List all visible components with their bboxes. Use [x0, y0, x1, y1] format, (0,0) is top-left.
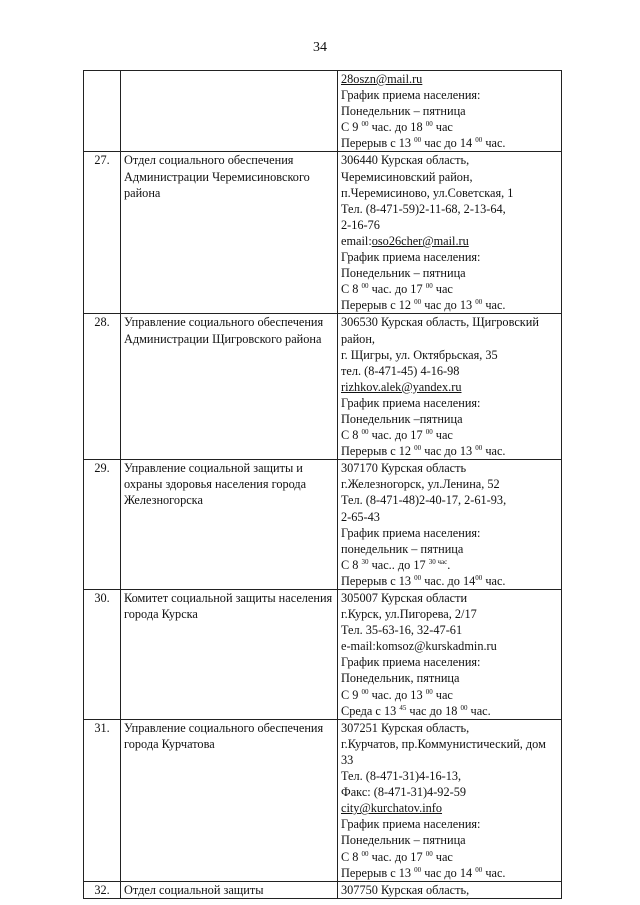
info-line — [341, 217, 558, 233]
contact-info — [338, 152, 562, 314]
info-line — [341, 281, 558, 297]
info-text: час. до 14 — [421, 573, 476, 588]
info-line — [341, 347, 558, 363]
info-text: С 9 — [341, 120, 362, 135]
info-text: час до 14 — [421, 136, 476, 151]
info-line — [341, 379, 558, 395]
info-text: Факс: (8-471-31)4-92-59 — [341, 785, 466, 800]
time-superscript: 00 — [475, 444, 483, 453]
info-line — [341, 784, 558, 800]
info-line — [341, 557, 558, 573]
info-line — [341, 443, 558, 459]
table-row — [84, 460, 562, 590]
organization-name: Управление социальной защиты и охраны здоровья населения города Железногорска — [121, 460, 338, 590]
info-text: Перерыв с 13 — [341, 136, 415, 151]
time-superscript: 00 — [475, 865, 483, 874]
info-text: Понедельник –пятница — [341, 411, 463, 426]
table-row — [84, 590, 562, 720]
time-superscript: 00 — [414, 865, 422, 874]
info-text: час. до 18 — [368, 120, 426, 135]
info-text: час — [432, 120, 453, 135]
info-text: e-mail:komsoz@kurskadmin.ru — [341, 639, 497, 654]
info-text: 307251 Курская область, — [341, 720, 470, 735]
info-text: График приема населения: — [341, 88, 481, 103]
time-superscript: 00 — [460, 703, 468, 712]
info-text: час. — [482, 136, 506, 151]
info-text: Среда с 13 — [341, 703, 400, 718]
time-superscript: 00 — [361, 849, 369, 858]
info-line — [341, 363, 558, 379]
info-line — [341, 720, 558, 736]
info-text: час — [432, 428, 453, 443]
email-link[interactable]: 28oszn@mail.ru — [341, 72, 423, 86]
info-line — [341, 606, 558, 622]
info-text: час до 13 — [421, 444, 476, 459]
info-line — [341, 703, 558, 719]
time-superscript: 00 — [414, 573, 422, 582]
info-text: тел. (8-471-45) 4-16-98 — [341, 363, 460, 378]
info-text: час — [432, 849, 453, 864]
info-line — [341, 525, 558, 541]
time-superscript: 30 — [361, 557, 369, 566]
table-row — [84, 152, 562, 314]
info-text: г.Железногорск, ул.Ленина, 52 — [341, 477, 500, 492]
info-line — [341, 265, 558, 281]
info-line — [341, 541, 558, 557]
info-line — [341, 654, 558, 670]
info-text: Понедельник – пятница — [341, 833, 466, 848]
info-text: г.Курчатов, пр.Коммунистический, дом — [341, 736, 546, 751]
info-line — [341, 233, 558, 249]
info-line — [341, 638, 558, 654]
info-line — [341, 670, 558, 686]
info-text: 2-65-43 — [341, 509, 380, 524]
email-link[interactable]: oso26cher@mail.ru — [371, 233, 469, 248]
time-superscript: 00 — [425, 282, 433, 291]
info-text: г. Щигры, ул. Октябрьская, 35 — [341, 347, 498, 362]
time-superscript: 00 — [425, 687, 433, 696]
contact-info — [338, 881, 562, 898]
time-superscript: 00 — [361, 120, 369, 129]
info-line — [341, 314, 558, 330]
info-text: 306440 Курская область, — [341, 153, 470, 168]
info-line — [341, 509, 558, 525]
time-superscript: 30 час — [428, 557, 448, 566]
info-line — [341, 395, 558, 411]
info-text: График приема населения: — [341, 395, 481, 410]
info-text: район, — [341, 331, 375, 346]
row-number: 29. — [84, 460, 121, 590]
info-text: Перерыв с 12 — [341, 444, 415, 459]
time-superscript: 45 — [399, 703, 407, 712]
info-text: С 8 — [341, 557, 362, 572]
info-text: час. до 17 — [368, 282, 426, 297]
info-line — [341, 573, 558, 589]
info-text: 33 — [341, 752, 354, 767]
time-superscript: 00 — [414, 444, 422, 453]
info-line — [341, 119, 558, 135]
row-number: 27. — [84, 152, 121, 314]
info-line — [341, 590, 558, 606]
table-row — [84, 71, 562, 152]
row-number — [84, 71, 121, 152]
organization-name: Комитет социальной защиты населения города Курска — [121, 590, 338, 720]
organization-name: Отдел социальной защиты — [121, 881, 338, 898]
info-text: час. до 13 — [368, 687, 426, 702]
info-text: час — [432, 282, 453, 297]
info-line — [341, 687, 558, 703]
row-number: 32. — [84, 881, 121, 898]
time-superscript: 00 — [414, 136, 422, 145]
time-superscript: 00 — [361, 282, 369, 291]
info-text: Понедельник – пятница — [341, 266, 466, 281]
contact-info — [338, 590, 562, 720]
info-text: час. — [482, 298, 506, 313]
info-line — [341, 427, 558, 443]
info-text: п.Черемисиново, ул.Советская, 1 — [341, 185, 514, 200]
info-line — [341, 832, 558, 848]
info-text: Понедельник – пятница — [341, 104, 466, 119]
info-text: час.. до 17 — [368, 557, 429, 572]
contact-info — [338, 314, 562, 460]
email-link[interactable]: rizhkov.alek@yandex.ru — [341, 379, 462, 394]
info-line — [341, 249, 558, 265]
email-link[interactable]: city@kurchatov.info — [341, 801, 443, 816]
info-text: С 8 — [341, 282, 362, 297]
info-line — [341, 169, 558, 185]
info-line — [341, 622, 558, 638]
info-line — [341, 71, 558, 87]
info-text: 306530 Курская область, Щигровский — [341, 315, 539, 330]
info-text: Черемисиновский район, — [341, 169, 473, 184]
contact-info — [338, 460, 562, 590]
info-text: Перерыв с 13 — [341, 865, 415, 880]
info-text: Тел. 35-63-16, 32-47-61 — [341, 623, 463, 638]
info-text: час. — [482, 573, 506, 588]
info-text: 307170 Курская область — [341, 461, 467, 476]
time-superscript: 00 — [475, 573, 483, 582]
table-row — [84, 719, 562, 881]
info-text: час. — [482, 444, 506, 459]
info-line — [341, 411, 558, 427]
info-text: час. до 17 — [368, 428, 426, 443]
page-number: 34 — [313, 40, 327, 55]
row-number: 28. — [84, 314, 121, 460]
info-text: Тел. (8-471-31)4-16-13, — [341, 769, 462, 784]
info-line — [341, 201, 558, 217]
info-line — [341, 752, 558, 768]
info-text: 305007 Курская области — [341, 591, 468, 605]
table-row — [84, 314, 562, 460]
organization-name: Отдел социального обеспечения Администрации Черемисиновского района — [121, 152, 338, 314]
info-text: час до 13 — [421, 298, 476, 313]
info-text: Тел. (8-471-48)2-40-17, 2-61-93, — [341, 493, 507, 508]
contact-info — [338, 719, 562, 881]
time-superscript: 00 — [414, 298, 422, 307]
info-text: 307750 Курская область, — [341, 882, 470, 897]
row-number: 31. — [84, 719, 121, 881]
info-line — [341, 460, 558, 476]
row-number: 30. — [84, 590, 121, 720]
info-line — [341, 185, 558, 201]
time-superscript: 00 — [361, 687, 369, 696]
contact-info — [338, 71, 562, 152]
info-line — [341, 297, 558, 313]
info-line — [341, 865, 558, 881]
time-superscript: 00 — [361, 428, 369, 437]
info-text: Тел. (8-471-59)2-11-68, 2-13-64, — [341, 201, 506, 216]
info-text: час. до 17 — [368, 849, 426, 864]
info-text: Понедельник, пятница — [341, 671, 460, 686]
info-text: час до 18 — [406, 703, 461, 718]
info-text: График приема населения: — [341, 655, 481, 670]
organization-name — [121, 71, 338, 152]
info-text: Перерыв с 13 — [341, 573, 415, 588]
info-text: График приема населения: — [341, 817, 481, 832]
organization-name: Управление социального обеспечения Администрации Щигровского района — [121, 314, 338, 460]
info-text: час до 14 — [421, 865, 476, 880]
info-text: . — [447, 557, 451, 572]
info-line — [341, 492, 558, 508]
info-text: г.Курск, ул.Пигорева, 2/17 — [341, 607, 477, 622]
info-line — [341, 816, 558, 832]
time-superscript: 00 — [425, 849, 433, 858]
time-superscript: 00 — [475, 136, 483, 145]
info-line — [341, 736, 558, 752]
table-row — [84, 881, 562, 898]
info-line — [341, 103, 558, 119]
info-text: час. — [482, 865, 506, 880]
info-line — [341, 135, 558, 151]
info-text: час. — [467, 703, 491, 718]
info-text: Перерыв с 12 — [341, 298, 415, 313]
info-text: График приема населения: — [341, 525, 481, 540]
info-text: С 8 — [341, 849, 362, 864]
info-text: понедельник – пятница — [341, 541, 464, 556]
info-line — [341, 768, 558, 784]
time-superscript: 00 — [425, 120, 433, 129]
info-text: График приема населения: — [341, 250, 481, 265]
organizations-table — [83, 70, 562, 899]
info-text: час — [432, 687, 453, 702]
info-text: С 8 — [341, 428, 362, 443]
info-text: 2-16-76 — [341, 217, 380, 232]
info-line — [341, 152, 558, 168]
info-line — [341, 849, 558, 865]
time-superscript: 00 — [475, 298, 483, 307]
info-text: email: — [341, 233, 372, 248]
info-text: С 9 — [341, 687, 362, 702]
info-line — [341, 882, 558, 898]
info-line — [341, 87, 558, 103]
time-superscript: 00 — [425, 428, 433, 437]
info-line — [341, 476, 558, 492]
info-line — [341, 800, 558, 816]
info-line — [341, 331, 558, 347]
table-body — [84, 71, 562, 899]
organization-name: Управление социального обеспечения города Курчатова — [121, 719, 338, 881]
